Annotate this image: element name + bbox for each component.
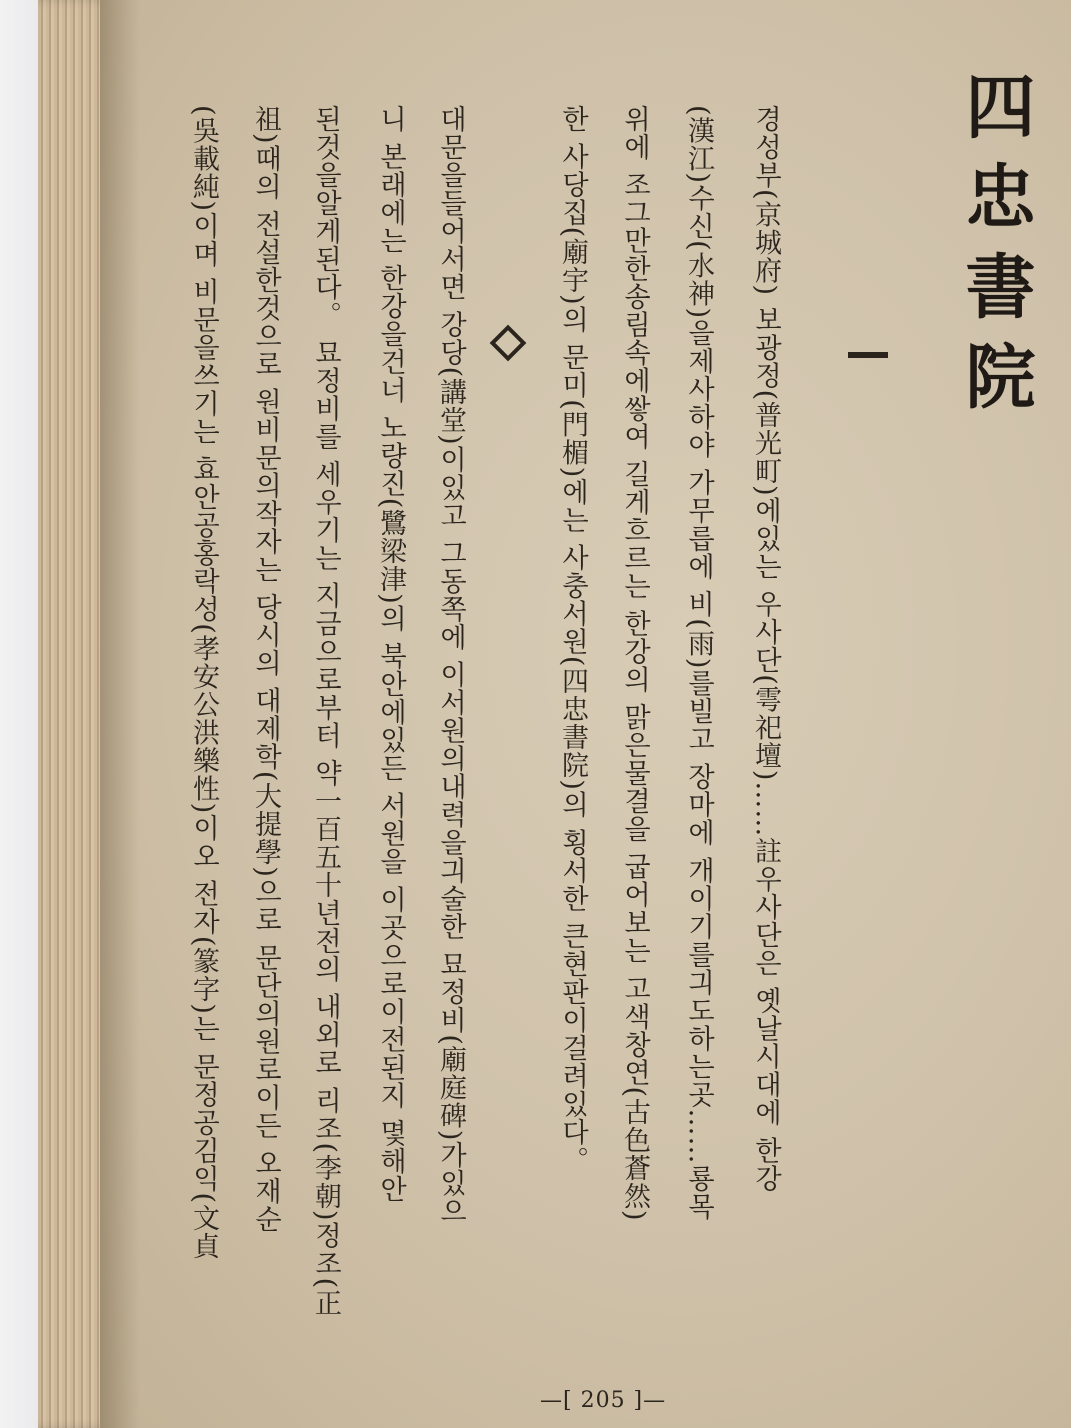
text-column-7: 니 본래에는 한강을건너 노량진(鷺梁津)의 북안에있든 서원을 이곳으로이전된지 몇해안 [375, 105, 406, 1204]
chapter-mark [848, 352, 888, 358]
page-gutter-shadow [100, 0, 140, 1428]
text-column-2: (漢江)수신(水神)을제사하야 가무릅에 비(雨)를빌고 장마에 개이기를긔도하는곳……룡목 [683, 105, 714, 1221]
text-column-1: 경성부(京城府) 보광정(普光町)에있는 우사단(雩祀壇)……註우사단은 옛날시대에 한강 [750, 105, 781, 1193]
text-column-6: 대문을들어서면 강당(講堂)이있고 그동쪽에 이서원의내력을긔술한 묘정비(廟庭碑)가있으 [435, 105, 466, 1226]
text-column-8: 된것을알게된다。 묘정비를 세우기는 지금으로부터 약一百五十년전의 내외로 리조(李朝)정조(正 [310, 105, 341, 1318]
text-column-10: (吳載純)이며 비문을쓰기는 효안공홍락성(孝安公洪樂性)이오 전자(篆字)는 문정공김익(文貞 [188, 105, 219, 1261]
text-column-9: 祖)때의 전설한것으로 원비문의작자는 당시의 대제학(大提學)으로 문단의원로이든 오재순 [250, 105, 281, 1234]
text-column-4: 한 사당집(廟宇)의 문미(門楣)에는 사충서원(四忠書院)의 횡서한 큰현판이걸려있다。 [557, 105, 588, 1175]
text-column-3: 위에 조그만한송림속에쌓여 길게흐르는 한강의 맑은물결을 굽어보는 고색창연(古色蒼然) [619, 105, 650, 1222]
page-number: —[ 205 ]— [540, 1388, 667, 1413]
page-title: 四忠書院 [954, 70, 1037, 430]
